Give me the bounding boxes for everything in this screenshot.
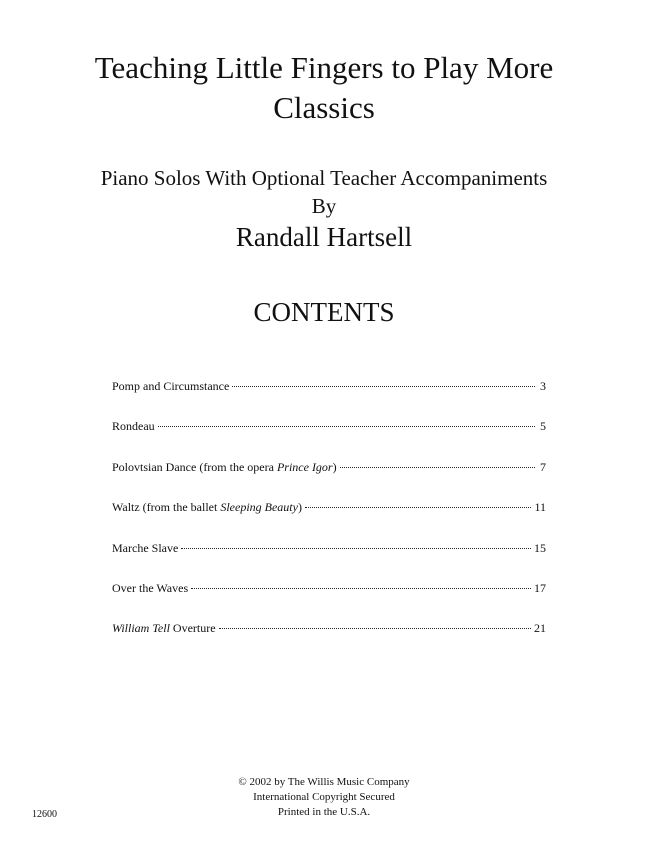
toc-entry[interactable] xyxy=(112,578,546,598)
book-title-line-2: Classics xyxy=(273,90,375,125)
toc-entry-title: Pomp and Circumstance xyxy=(112,379,230,393)
book-subtitle: Piano Solos With Optional Teacher Accompaniments xyxy=(100,166,548,190)
toc-entry-title: Waltz (from the ballet Sleeping Beauty) xyxy=(112,500,302,515)
toc-entry[interactable] xyxy=(112,538,546,558)
toc-entry-title: Over the Waves xyxy=(112,580,189,595)
book-title xyxy=(0,48,648,128)
author-name: Randall Hartsell xyxy=(235,222,413,252)
toc-entry[interactable] xyxy=(112,416,546,436)
toc-entry-title: Rondeau xyxy=(112,419,155,434)
book-title-line-1: Teaching Little Fingers to Play More xyxy=(94,50,554,85)
toc-entry-page: 17 xyxy=(534,580,546,595)
toc-entry-title: Marche Slave xyxy=(112,540,179,555)
toc-entry-title: William Tell Overture xyxy=(112,621,216,636)
printed-in: Printed in the U.S.A. xyxy=(277,806,371,818)
copyright-block xyxy=(0,775,648,820)
toc-entry-page: 3 xyxy=(540,379,546,393)
by-line: By xyxy=(311,194,337,218)
toc-entry[interactable] xyxy=(112,497,546,517)
contents-heading: CONTENTS xyxy=(253,297,395,327)
toc-entry[interactable] xyxy=(112,457,546,477)
dot-leader xyxy=(181,547,531,549)
toc-entry-page: 5 xyxy=(540,419,546,434)
copyright-notice: © 2002 by The Willis Music Company xyxy=(238,776,410,788)
dot-leader xyxy=(191,587,531,589)
toc-entry-page: 11 xyxy=(534,500,546,515)
toc-entry-page: 7 xyxy=(540,459,546,474)
toc-entry-page: 15 xyxy=(534,540,546,555)
toc-entry[interactable] xyxy=(112,376,546,396)
toc-entry-page: 21 xyxy=(534,621,546,636)
dot-leader xyxy=(219,627,531,629)
dot-leader xyxy=(340,466,535,468)
dot-leader xyxy=(158,425,535,427)
toc-entry-title: Polovtsian Dance (from the opera Prince Igor) xyxy=(112,459,337,474)
table-of-contents xyxy=(112,376,546,659)
catalog-number: 12600 xyxy=(32,809,57,820)
dot-leader xyxy=(305,506,531,508)
copyright-secured: International Copyright Secured xyxy=(253,791,395,803)
toc-entry[interactable] xyxy=(112,618,546,638)
dot-leader xyxy=(232,385,535,387)
